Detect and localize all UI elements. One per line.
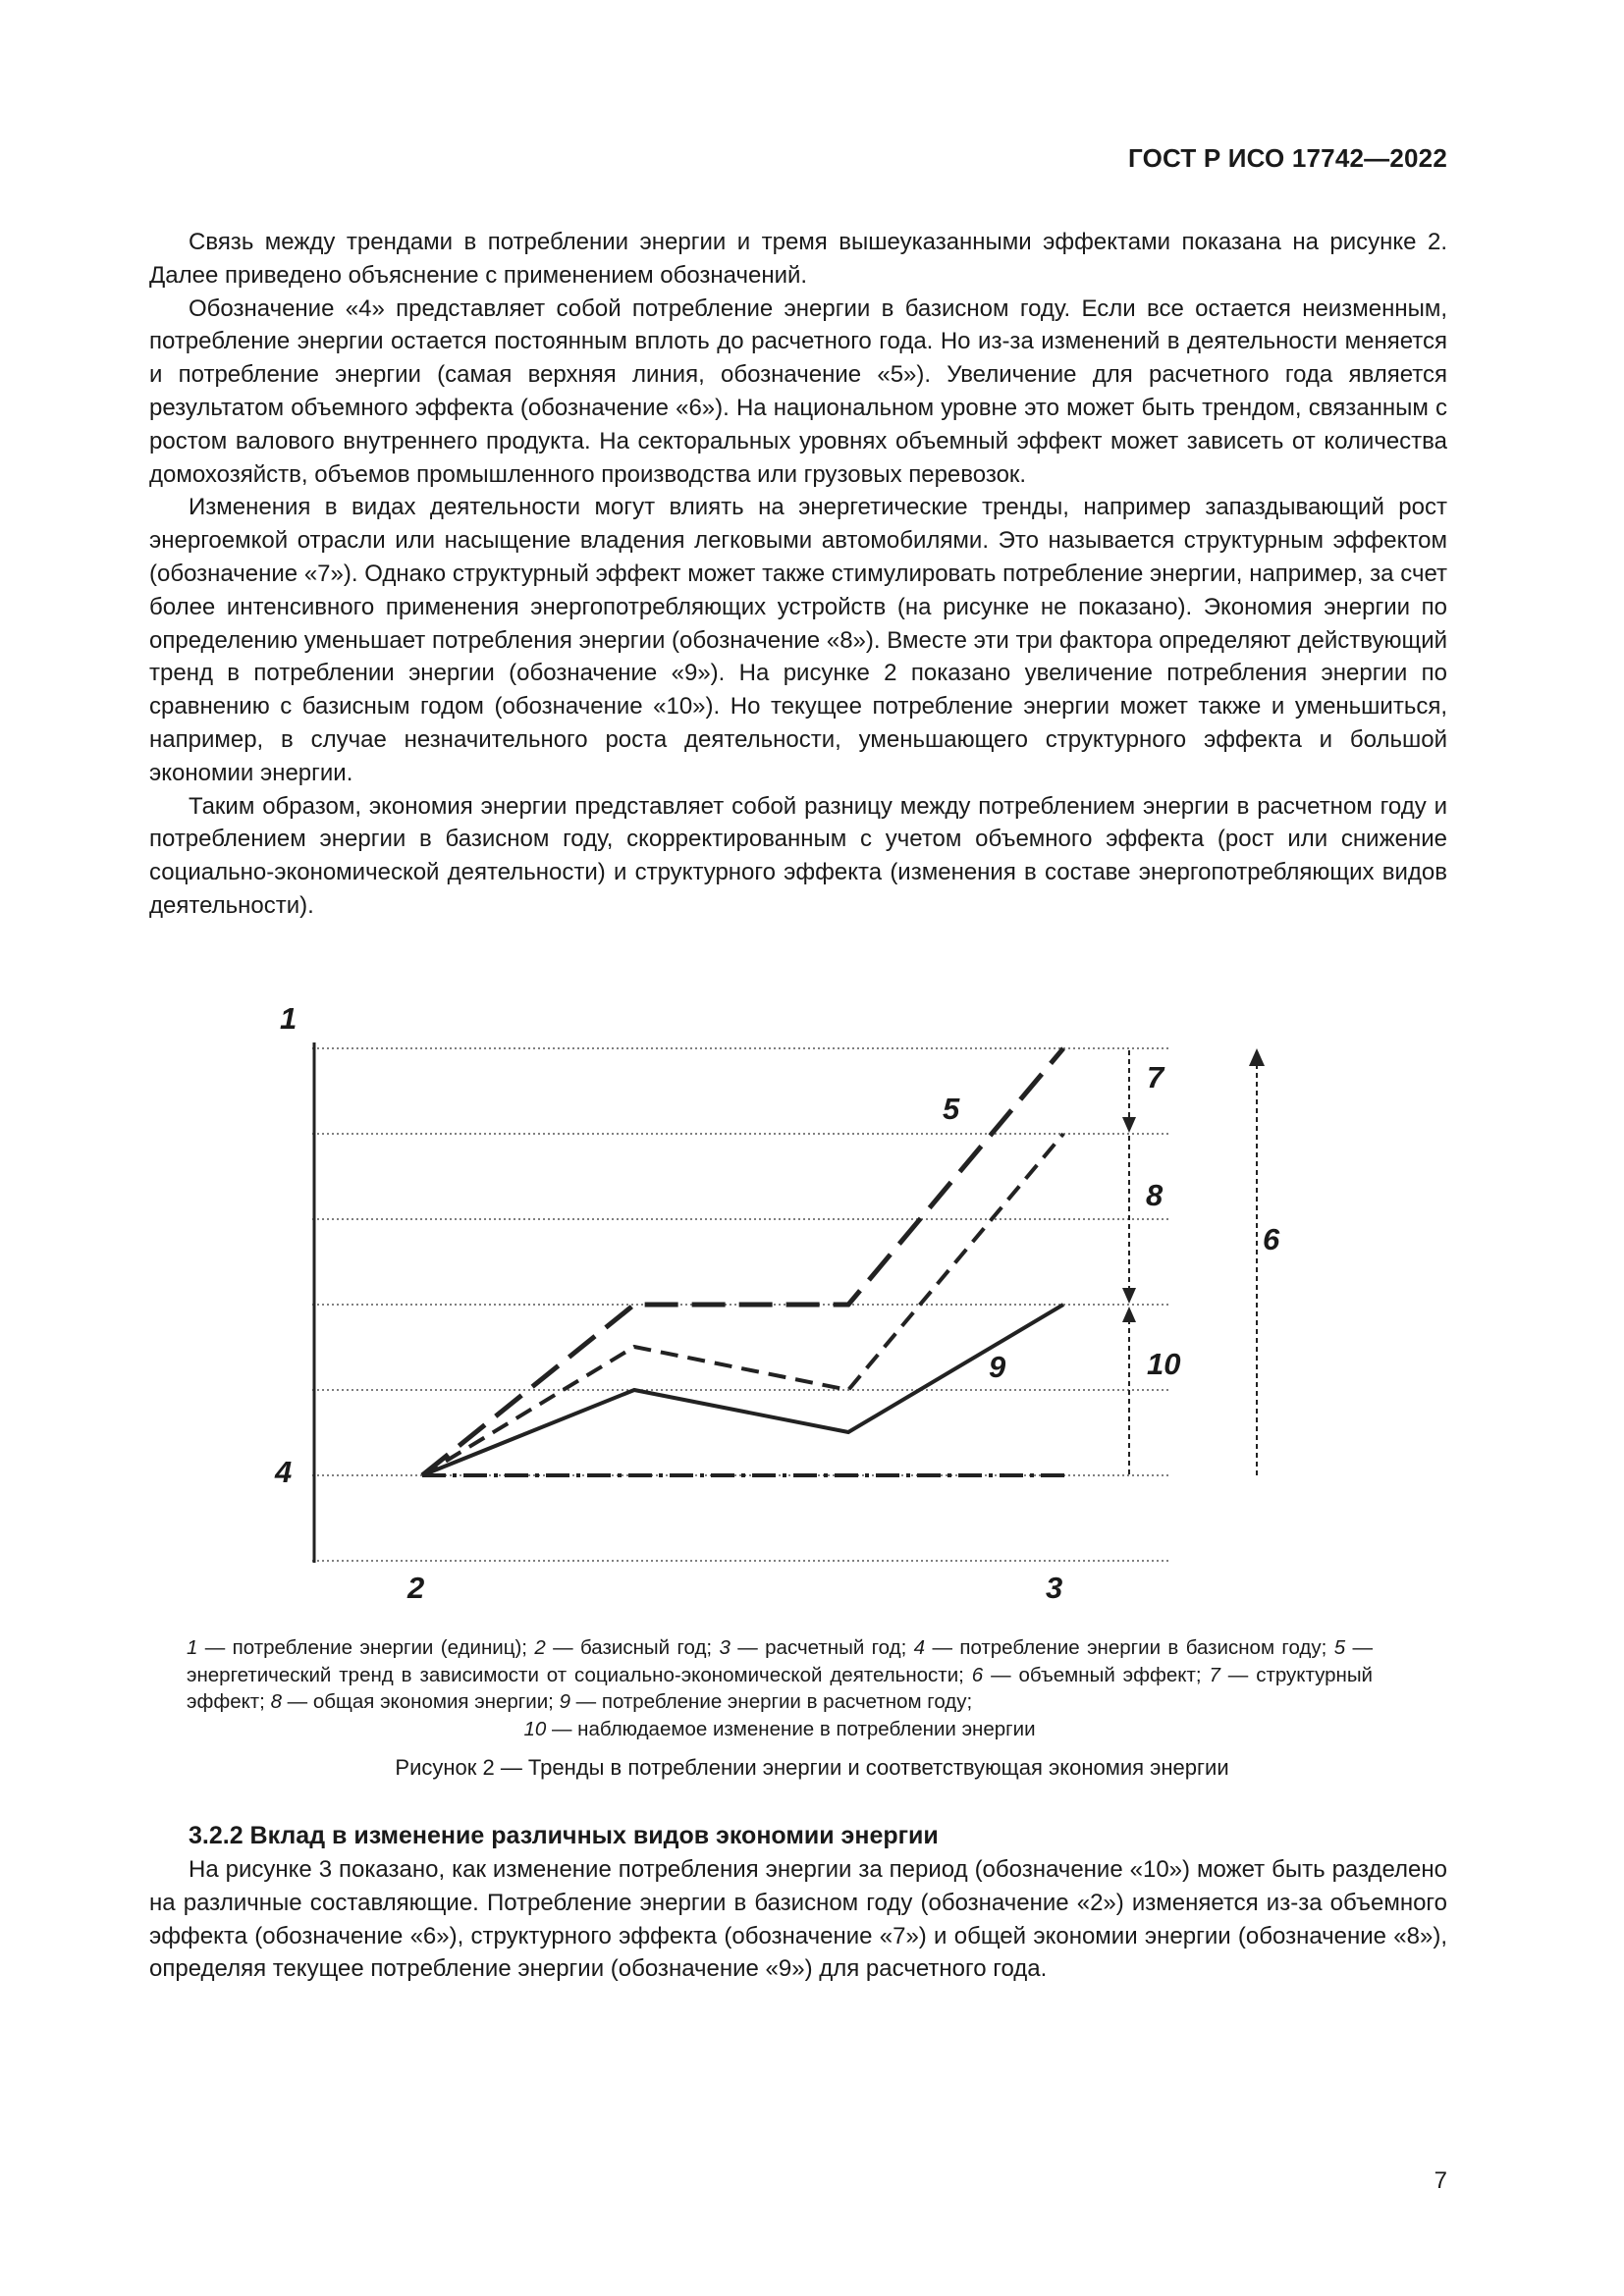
body-text-top <box>149 226 1447 923</box>
legend-num-3: 3 <box>719 1636 731 1659</box>
legend-text-7: — структурный эффект; <box>187 1663 1374 1714</box>
legend-text-5: — энергетический тренд в зависимости от социально-экономической деятельности; <box>187 1636 1373 1686</box>
legend-num-6: 6 <box>971 1663 984 1686</box>
legend-text-6: — объемный эффект; <box>983 1663 1210 1686</box>
body-text-bottom <box>149 1853 1447 1986</box>
arrow-8-head <box>1122 1288 1136 1304</box>
section-paragraph: На рисунке 3 показано, как изменение потребления энергии за период (обозначение «10») может быть разделено на различные составляющие. Потребление энергии в базисном году (обозначение «2») изменяется из-за объемного эффекта (обозначение «6»), структурного эффекта (обозначение «7») и общей экономии энергии (обозначение «8»), определяя текущее потребление энергии (обозначение «9») для расчетного года. <box>149 1856 1447 1983</box>
label-5: 5 <box>943 1092 960 1126</box>
arrow-6-head <box>1249 1048 1265 1066</box>
legend-num-1: 1 <box>187 1636 198 1659</box>
section-heading: 3.2.2 Вклад в изменение различных видов экономии энергии <box>189 1822 939 1849</box>
figure-legend <box>187 1634 1373 1742</box>
figure-title: Рисунок 2 — Тренды в потреблении энергии и соответствующая экономия энергии <box>395 1755 1229 1780</box>
legend-num-8: 8 <box>270 1690 282 1714</box>
label-10: 10 <box>1147 1347 1181 1381</box>
legend-num-10: 10 <box>523 1717 547 1740</box>
legend-text-8: — общая экономия энергии; <box>281 1690 560 1714</box>
page-number: 7 <box>1434 2167 1447 2194</box>
figure-2 <box>245 1001 1306 1629</box>
legend-num-4: 4 <box>913 1636 926 1659</box>
legend-num-5: 5 <box>1333 1636 1346 1659</box>
label-3: 3 <box>1046 1571 1063 1605</box>
label-7: 7 <box>1147 1060 1164 1095</box>
label-1: 1 <box>280 1001 298 1036</box>
legend-text-10: — наблюдаемое изменение в потреблении энергии <box>546 1717 1036 1740</box>
paragraph-2: Обозначение «4» представляет собой потребление энергии в базисном году. Если все остается неизменным, потребление энергии остается постоянным вплоть до расчетного года. Но из-за изменений в деятельности меняется и потребление энергии (самая верхняя линия, обозначение «5»). Увеличение для расчетного года является результатом объемного эффекта (обозначение «6»). На национальном уровне это может быть трендом, связанным с ростом валового внутреннего продукта. На секторальных уровнях объемный эффект может зависеть от количества домохозяйств, объемов промышленного производства или грузовых перевозок. <box>149 294 1447 488</box>
legend-text-3: — расчетный год; <box>730 1636 914 1659</box>
legend-num-7: 7 <box>1209 1663 1220 1686</box>
document-id: ГОСТ Р ИСО 17742—2022 <box>1127 143 1447 173</box>
paragraph-4: Таким образом, экономия энергии представляет собой разницу между потреблением энергии в расчетном году и потреблением энергии в базисном году, скорректированным с учетом объемного эффекта (рост или снижение социально-экономической деятельности) и структурного эффекта (изменения в составе энергопотребляющих видов деятельности). <box>149 792 1447 919</box>
trend-diagram <box>245 1001 1306 1629</box>
legend-num-2: 2 <box>534 1636 546 1659</box>
label-2: 2 <box>407 1571 425 1605</box>
paragraph-3: Изменения в видах деятельности могут влиять на энергетические тренды, например запаздывающий рост энергоемкой отрасли или насыщение владения легковыми автомобилями. Это называется структурным эффектом (обозначение «7»). Однако структурный эффект может также стимулировать потребление энергии, например, за счет более интенсивного применения энергопотребляющих устройств (на рисунке не показано). Экономия энергии по определению уменьшает потребления энергии (обозначение «8»). Вместе эти три фактора определяют действующий тренд в потреблении энергии (обозначение «9»). На рисунке 2 показано увеличение потребления энергии по сравнению с базисным годом (обозначение «10»). Но текущее потребление энергии может также и уменьшиться, например, в случае незначительного роста деятельности, уменьшающего структурного эффекта и большой экономии энергии. <box>149 494 1447 786</box>
paragraph-1: Связь между трендами в потреблении энергии и тремя вышеуказанными эффектами показана на рисунке 2. Далее приведено объяснение с применением обозначений. <box>149 229 1447 289</box>
label-6: 6 <box>1263 1222 1280 1256</box>
legend-text-4: — потребление энергии в базисном году; <box>925 1636 1334 1659</box>
label-8: 8 <box>1146 1178 1164 1212</box>
arrow-10-head <box>1122 1307 1136 1322</box>
legend-text-2: — базисный год; <box>545 1636 720 1659</box>
legend-num-9: 9 <box>559 1690 570 1714</box>
label-4: 4 <box>275 1455 293 1489</box>
legend-text-1: — потребление энергии (единиц); <box>197 1636 535 1659</box>
label-9: 9 <box>989 1350 1006 1384</box>
legend-text-9: — потребление энергии в расчетном году; <box>569 1690 973 1714</box>
arrow-7-head <box>1122 1117 1136 1133</box>
consumption-9-line <box>422 1305 1063 1475</box>
